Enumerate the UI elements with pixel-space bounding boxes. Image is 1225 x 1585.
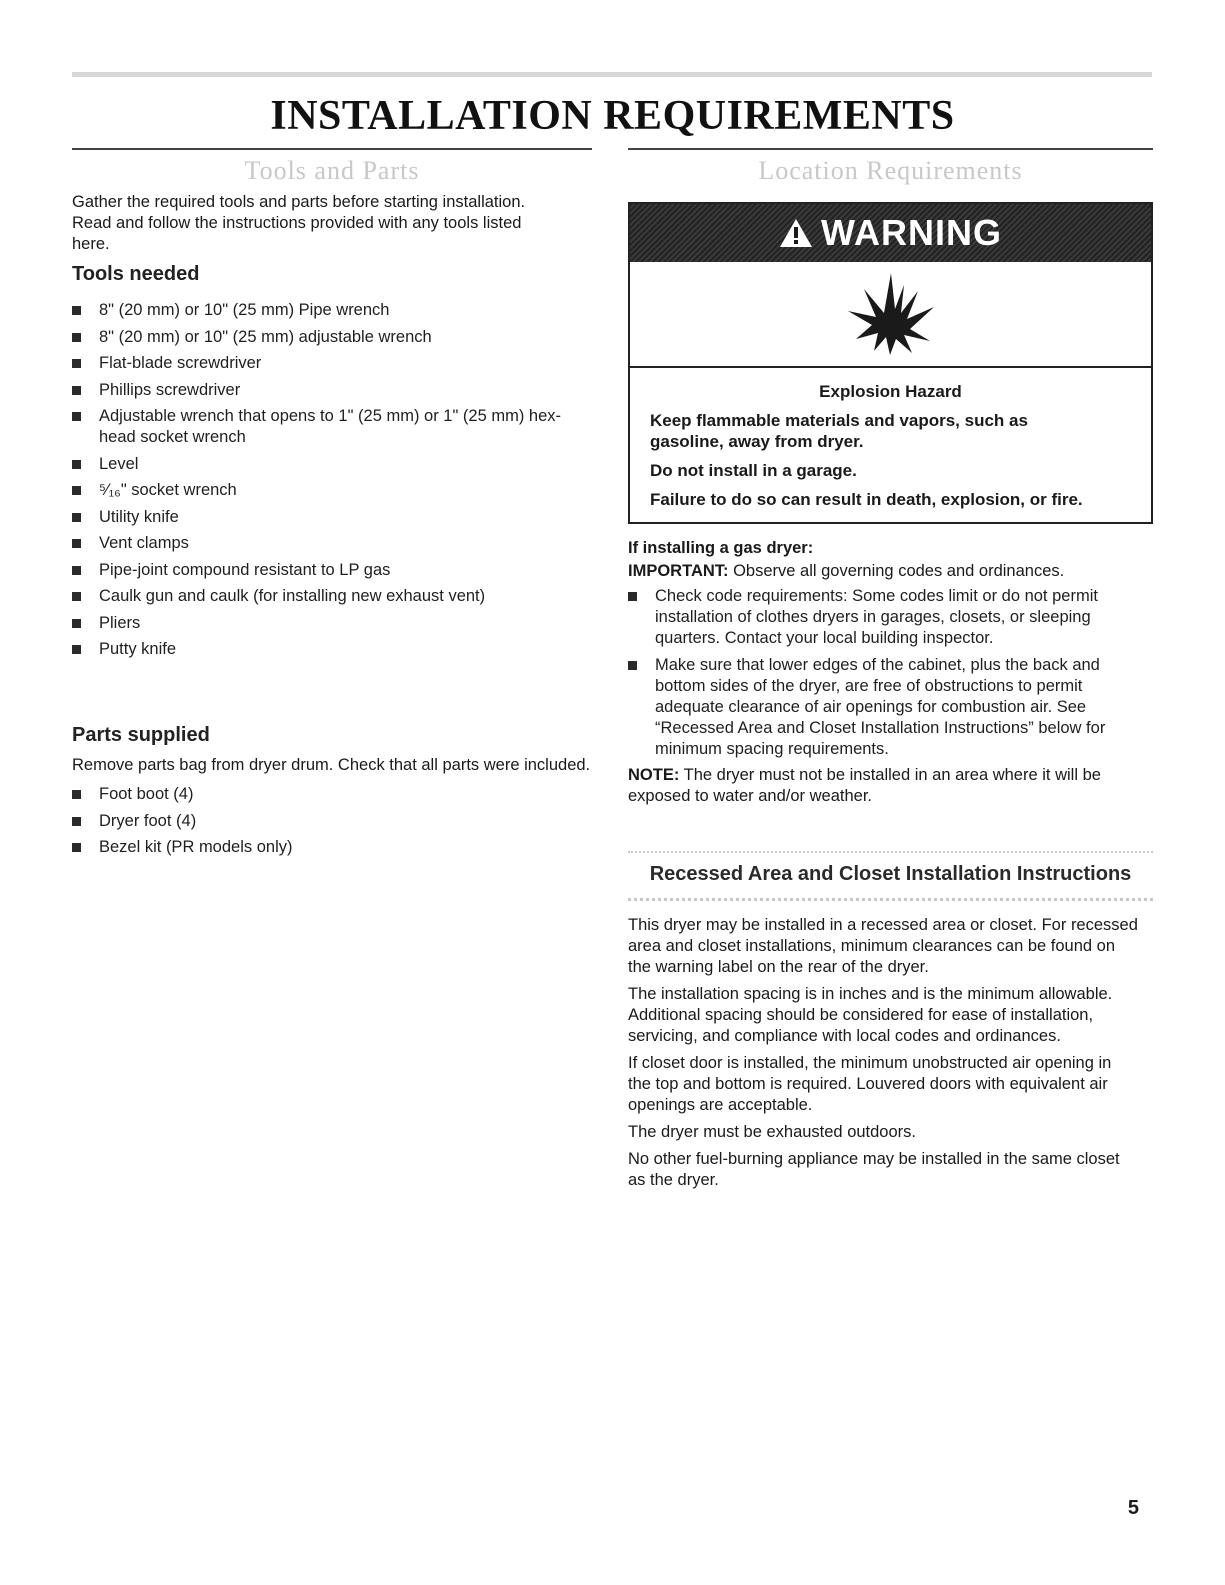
tool-item-text: Vent clamps	[99, 534, 189, 552]
tool-item	[72, 406, 592, 448]
bullet-square-icon	[72, 539, 81, 548]
tool-item	[72, 507, 592, 528]
bullet-square-icon	[72, 460, 81, 469]
part-item-text: Foot boot (4)	[99, 785, 194, 803]
warning-text	[630, 368, 1151, 522]
warning-triangle-icon	[779, 218, 813, 248]
parts-list	[72, 784, 592, 858]
bullet-square-icon	[72, 566, 81, 575]
tool-item	[72, 454, 592, 475]
hazard-title: Explosion Hazard	[819, 382, 962, 401]
tool-item-text: Pipe-joint compound resistant to LP gas	[99, 560, 391, 579]
weather-note	[628, 765, 1118, 807]
recessed-instructions	[628, 915, 1153, 1191]
warning-label: WARNING	[821, 212, 1002, 253]
tools-and-parts-title: Tools and Parts	[244, 156, 420, 185]
tools-needed-heading: Tools needed	[72, 263, 200, 285]
warning-icon-area	[630, 262, 1151, 368]
top-rule	[72, 72, 1152, 77]
bullet-square-icon	[72, 486, 81, 495]
parts-intro: Remove parts bag from dryer drum. Check that all parts were included.	[72, 756, 591, 774]
tools-intro: Gather the required tools and parts before starting installation. Read and follow the instructions provided with any tools listed here.	[72, 193, 526, 253]
section-rule	[628, 148, 1153, 150]
tool-item	[72, 300, 592, 321]
important-note	[628, 561, 1153, 582]
warning-line: Keep flammable materials and vapors, such as gasoline, away from dryer.	[650, 411, 1028, 451]
bullet-square-icon	[628, 592, 637, 601]
tool-item-text: 8" (20 mm) or 10" (25 mm) adjustable wrench	[99, 327, 432, 346]
gas-requirement-item	[628, 655, 1153, 760]
section-rule	[72, 148, 592, 150]
tool-item	[72, 380, 592, 401]
part-item-text: Dryer foot (4)	[99, 811, 197, 830]
warning-line: Failure to do so can result in death, explosion, or fire.	[650, 490, 1083, 509]
tools-and-parts-column	[72, 148, 592, 864]
page-title: INSTALLATION REQUIREMENTS	[270, 93, 955, 139]
location-requirements-title: Location Requirements	[758, 156, 1023, 185]
gas-requirement-item-text: Make sure that lower edges of the cabinet, plus the back and bottom sides of the dryer, are free of obstructions to permit adequate clearance of air openings for combustion air. See “Recessed Area and Closet Installation Instructions” below for minimum spacing requirements.	[655, 655, 1106, 758]
important-text: Observe all governing codes and ordinances.	[728, 562, 1065, 580]
bullet-square-icon	[72, 843, 81, 852]
bullet-square-icon	[72, 386, 81, 395]
recessed-paragraph: If closet door is installed, the minimum unobstructed air opening in the top and bottom is required. Louvered doors with equivalent air openings are acceptable.	[628, 1054, 1112, 1114]
page-number: 5	[1127, 1497, 1139, 1519]
tool-item-text: 8" (20 mm) or 10" (25 mm) Pipe wrench	[99, 301, 390, 319]
warning-line: Do not install in a garage.	[650, 461, 857, 480]
gas-requirement-item	[628, 586, 1153, 649]
tool-item-text: Level	[99, 454, 139, 473]
tool-item	[72, 480, 592, 501]
gas-requirements-list	[628, 586, 1153, 760]
note-text: The dryer must not be installed in an area where it will be exposed to water and/or weather.	[628, 766, 1101, 805]
explosion-icon	[846, 271, 936, 357]
parts-supplied-heading: Parts supplied	[72, 724, 210, 746]
tool-item	[72, 560, 592, 581]
bullet-square-icon	[628, 661, 637, 670]
note-label: NOTE:	[628, 766, 680, 784]
bullet-square-icon	[72, 592, 81, 601]
tool-item-text: Flat-blade screwdriver	[99, 354, 262, 372]
tool-item	[72, 639, 592, 660]
tool-item-text: Putty knife	[99, 640, 177, 658]
tool-item	[72, 353, 592, 374]
part-item	[72, 837, 592, 858]
recessed-paragraph: The installation spacing is in inches and is the minimum allowable. Additional spacing should be considered for ease of installation, servicing, and compliance with local codes and ordinances.	[628, 985, 1113, 1045]
tool-item-text: ⁵⁄₁₆" socket wrench	[99, 481, 237, 499]
part-item	[72, 784, 592, 805]
tools-list	[72, 300, 592, 660]
bullet-square-icon	[72, 306, 81, 315]
location-requirements-column	[628, 148, 1153, 1197]
tool-item	[72, 586, 592, 607]
recessed-paragraph: No other fuel-burning appliance may be installed in the same closet as the dryer.	[628, 1150, 1120, 1189]
tool-item-text: Adjustable wrench that opens to 1" (25 mm) or 1" (25 mm) hex-head socket wrench	[99, 407, 561, 446]
tool-item-text: Utility knife	[99, 507, 179, 526]
gas-dryer-heading: If installing a gas dryer:	[628, 539, 814, 557]
important-label: IMPORTANT:	[628, 562, 729, 580]
bullet-square-icon	[72, 412, 81, 421]
bullet-square-icon	[72, 817, 81, 826]
bullet-square-icon	[72, 645, 81, 654]
part-item	[72, 811, 592, 832]
recessed-paragraph: The dryer must be exhausted outdoors.	[628, 1123, 916, 1141]
tool-item	[72, 533, 592, 554]
bullet-square-icon	[72, 619, 81, 628]
tool-item-text: Caulk gun and caulk (for installing new exhaust vent)	[99, 587, 486, 605]
gas-requirement-item-text: Check code requirements: Some codes limit or do not permit installation of clothes dryers in garages, closets, or sleeping quarters. Contact your local building inspector.	[655, 587, 1098, 647]
tool-item	[72, 613, 592, 634]
recessed-heading: Recessed Area and Closet Installation Instructions	[628, 851, 1153, 901]
bullet-square-icon	[72, 513, 81, 522]
bullet-square-icon	[72, 333, 81, 342]
tool-item	[72, 327, 592, 348]
bullet-square-icon	[72, 790, 81, 799]
part-item-text: Bezel kit (PR models only)	[99, 838, 293, 856]
warning-banner	[630, 204, 1151, 262]
tool-item-text: Phillips screwdriver	[99, 380, 241, 399]
warning-box	[628, 202, 1153, 524]
tool-item-text: Pliers	[99, 613, 141, 632]
bullet-square-icon	[72, 359, 81, 368]
recessed-paragraph: This dryer may be installed in a recessed area or closet. For recessed area and closet installations, minimum clearances can be found on the warning label on the rear of the dryer.	[628, 916, 1138, 976]
